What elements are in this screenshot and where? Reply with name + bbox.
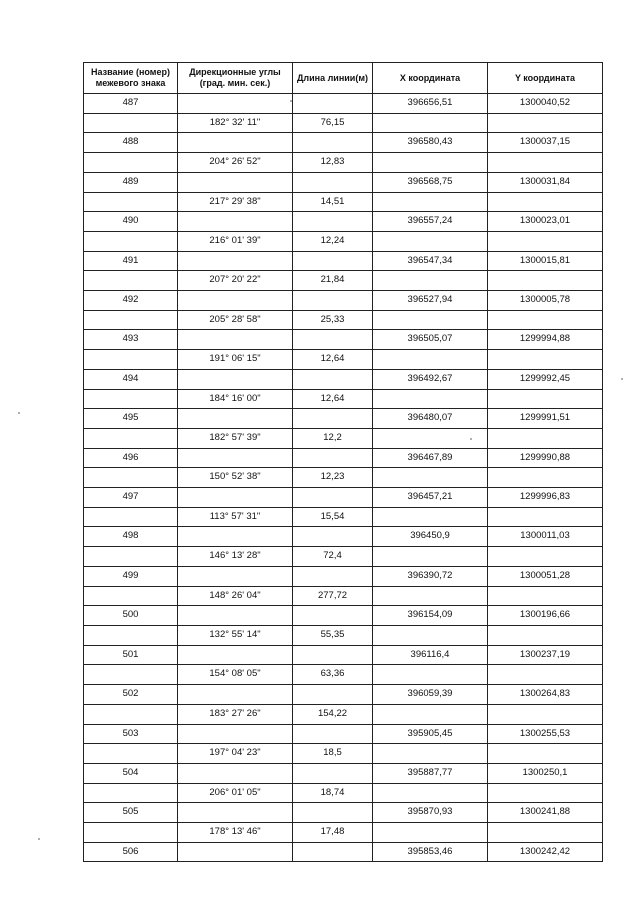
cell-bearing-angle: 182° 57' 39" [178,428,293,448]
cell-x-coordinate [373,586,488,606]
cell-x-coordinate: 396467,89 [373,448,488,468]
table-row [84,586,603,606]
table-row [84,389,603,409]
cell-x-coordinate [373,704,488,724]
cell-y-coordinate: 1300011,03 [488,527,603,547]
cell-bearing-angle [178,724,293,744]
table-row [84,153,603,173]
cell-marker-name [84,625,178,645]
cell-marker-name: 502 [84,685,178,705]
cell-x-coordinate [373,823,488,843]
cell-marker-name [84,665,178,685]
cell-line-length: 18,5 [293,744,373,764]
cell-marker-name [84,547,178,567]
header-bearing-angle: Дирекционные углы (град. мин. сек.) [178,63,293,94]
cell-line-length [293,724,373,744]
cell-bearing-angle: 183° 27' 26" [178,704,293,724]
cell-line-length [293,369,373,389]
cell-marker-name [84,350,178,370]
cell-line-length [293,212,373,232]
cell-bearing-angle: 217° 29' 38" [178,192,293,212]
cell-bearing-angle [178,488,293,508]
cell-y-coordinate [488,428,603,448]
table-row [84,803,603,823]
table-row [84,724,603,744]
cell-marker-name: 498 [84,527,178,547]
cell-y-coordinate [488,823,603,843]
cell-y-coordinate: 1300241,88 [488,803,603,823]
cell-y-coordinate [488,625,603,645]
table-row [84,842,603,862]
cell-line-length: 76,15 [293,113,373,133]
table-row [84,448,603,468]
cell-y-coordinate: 1299996,83 [488,488,603,508]
table-row [84,330,603,350]
cell-bearing-angle [178,803,293,823]
cell-x-coordinate [373,665,488,685]
cell-line-length: 14,51 [293,192,373,212]
cell-marker-name: 489 [84,172,178,192]
header-marker-name: Название (номер) межевого знака [84,63,178,94]
cell-marker-name [84,231,178,251]
cell-bearing-angle [178,842,293,862]
cell-bearing-angle: 207° 20' 22" [178,271,293,291]
cell-bearing-angle: 146° 13' 28" [178,547,293,567]
cell-line-length [293,94,373,114]
cell-marker-name [84,192,178,212]
cell-marker-name [84,744,178,764]
cell-y-coordinate [488,231,603,251]
cell-y-coordinate: 1300242,42 [488,842,603,862]
table-row [84,625,603,645]
cell-line-length: 12,64 [293,389,373,409]
cell-y-coordinate: 1300250,1 [488,763,603,783]
cell-bearing-angle [178,409,293,429]
table-row [84,350,603,370]
table-row [84,212,603,232]
cell-bearing-angle: 216° 01' 39" [178,231,293,251]
cell-bearing-angle: 204° 26' 52" [178,153,293,173]
cell-y-coordinate [488,744,603,764]
scan-speck [18,412,20,414]
cell-bearing-angle [178,763,293,783]
table-row [84,783,603,803]
cell-y-coordinate [488,310,603,330]
cell-y-coordinate: 1300015,81 [488,251,603,271]
table-row [84,251,603,271]
cell-bearing-angle [178,448,293,468]
cell-y-coordinate [488,192,603,212]
cell-y-coordinate [488,113,603,133]
cell-line-length [293,645,373,665]
cell-marker-name [84,428,178,448]
cell-line-length: 277,72 [293,586,373,606]
table-row [84,507,603,527]
cell-line-length: 12,24 [293,231,373,251]
cell-line-length: 17,48 [293,823,373,843]
table-row [84,566,603,586]
cell-line-length: 12,83 [293,153,373,173]
cell-bearing-angle: 197° 04' 23" [178,744,293,764]
cell-y-coordinate [488,665,603,685]
cell-line-length: 63,36 [293,665,373,685]
cell-x-coordinate: 396568,75 [373,172,488,192]
cell-bearing-angle [178,172,293,192]
cell-marker-name [84,153,178,173]
cell-line-length: 21,84 [293,271,373,291]
cell-x-coordinate [373,113,488,133]
table-body [84,94,603,862]
cell-line-length [293,409,373,429]
cell-bearing-angle: 182° 32' 11" [178,113,293,133]
cell-marker-name: 492 [84,291,178,311]
cell-x-coordinate: 396059,39 [373,685,488,705]
table-row [84,685,603,705]
header-y-coordinate: Y координата [488,63,603,94]
cell-y-coordinate [488,704,603,724]
cell-y-coordinate: 1299994,88 [488,330,603,350]
cell-line-length: 55,35 [293,625,373,645]
table-row [84,527,603,547]
cell-y-coordinate: 1300264,83 [488,685,603,705]
cell-marker-name [84,823,178,843]
cell-bearing-angle: 154° 08' 05" [178,665,293,685]
cell-marker-name: 488 [84,133,178,153]
cell-marker-name [84,704,178,724]
cell-y-coordinate [488,586,603,606]
cell-y-coordinate: 1300040,52 [488,94,603,114]
cell-line-length [293,803,373,823]
cell-x-coordinate: 395853,46 [373,842,488,862]
cell-x-coordinate [373,783,488,803]
cell-marker-name: 503 [84,724,178,744]
header-x-coordinate: X координата [373,63,488,94]
cell-bearing-angle [178,369,293,389]
cell-line-length [293,330,373,350]
cell-x-coordinate: 396480,07 [373,409,488,429]
cell-y-coordinate [488,350,603,370]
cell-x-coordinate [373,625,488,645]
cell-y-coordinate: 1300237,19 [488,645,603,665]
cell-marker-name: 505 [84,803,178,823]
cell-bearing-angle: 206° 01' 05" [178,783,293,803]
cell-marker-name [84,783,178,803]
cell-marker-name [84,310,178,330]
cell-line-length [293,763,373,783]
cell-bearing-angle: 148° 26' 04" [178,586,293,606]
cell-x-coordinate: 396492,67 [373,369,488,389]
cell-marker-name: 506 [84,842,178,862]
cell-y-coordinate [488,389,603,409]
cell-marker-name: 494 [84,369,178,389]
cell-y-coordinate: 1299992,45 [488,369,603,389]
cell-line-length [293,291,373,311]
cell-bearing-angle [178,685,293,705]
table-row [84,665,603,685]
cell-marker-name [84,507,178,527]
cell-x-coordinate [373,547,488,567]
scan-speck [290,100,292,102]
cell-line-length [293,172,373,192]
cell-x-coordinate [373,389,488,409]
cell-x-coordinate: 396580,43 [373,133,488,153]
cell-marker-name [84,113,178,133]
cell-x-coordinate: 396457,21 [373,488,488,508]
cell-x-coordinate: 395887,77 [373,763,488,783]
cell-x-coordinate: 396450,9 [373,527,488,547]
cell-x-coordinate [373,153,488,173]
cell-x-coordinate: 396154,09 [373,606,488,626]
table-row [84,192,603,212]
table-row [84,763,603,783]
cell-bearing-angle: 113° 57' 31" [178,507,293,527]
cell-marker-name: 504 [84,763,178,783]
cell-bearing-angle [178,133,293,153]
cell-line-length [293,488,373,508]
cell-bearing-angle [178,94,293,114]
cell-y-coordinate [488,153,603,173]
cell-y-coordinate: 1300255,53 [488,724,603,744]
cell-bearing-angle [178,566,293,586]
cell-x-coordinate: 395905,45 [373,724,488,744]
cell-line-length: 25,33 [293,310,373,330]
cell-y-coordinate [488,271,603,291]
cell-marker-name [84,468,178,488]
cell-x-coordinate [373,271,488,291]
cell-x-coordinate: 396116,4 [373,645,488,665]
table-row [84,271,603,291]
cell-line-length: 15,54 [293,507,373,527]
cell-x-coordinate: 396656,51 [373,94,488,114]
cell-bearing-angle [178,291,293,311]
table-row [84,172,603,192]
cell-x-coordinate: 396527,94 [373,291,488,311]
table-row [84,310,603,330]
table-row [84,468,603,488]
table-row [84,231,603,251]
table-row [84,744,603,764]
table-row [84,645,603,665]
cell-bearing-angle: 205° 28' 58" [178,310,293,330]
cell-y-coordinate: 1300196,66 [488,606,603,626]
cell-x-coordinate [373,507,488,527]
cell-line-length [293,133,373,153]
cell-marker-name [84,271,178,291]
cell-marker-name: 490 [84,212,178,232]
cell-line-length [293,251,373,271]
cell-line-length: 12,64 [293,350,373,370]
table-row [84,704,603,724]
table-row [84,428,603,448]
cell-line-length: 18,74 [293,783,373,803]
cell-bearing-angle: 191° 06' 15" [178,350,293,370]
cell-y-coordinate: 1299990,88 [488,448,603,468]
cell-marker-name: 493 [84,330,178,350]
cell-x-coordinate [373,350,488,370]
table-row [84,113,603,133]
cell-marker-name: 491 [84,251,178,271]
cell-y-coordinate [488,468,603,488]
table-row [84,369,603,389]
cell-y-coordinate: 1300051,28 [488,566,603,586]
scan-speck [621,378,623,380]
cell-marker-name: 500 [84,606,178,626]
cell-bearing-angle [178,606,293,626]
cell-marker-name: 497 [84,488,178,508]
cell-x-coordinate: 396390,72 [373,566,488,586]
cell-y-coordinate: 1299991,51 [488,409,603,429]
cell-y-coordinate: 1300037,15 [488,133,603,153]
cell-y-coordinate: 1300031,84 [488,172,603,192]
table-row [84,291,603,311]
scan-speck [38,838,40,840]
table-row [84,606,603,626]
cell-line-length: 154,22 [293,704,373,724]
cell-line-length: 12,2 [293,428,373,448]
cell-bearing-angle: 178° 13' 46" [178,823,293,843]
cell-y-coordinate [488,783,603,803]
cell-x-coordinate: 396547,34 [373,251,488,271]
cell-x-coordinate: 396505,07 [373,330,488,350]
cell-y-coordinate: 1300023,01 [488,212,603,232]
cell-line-length [293,685,373,705]
cell-marker-name [84,389,178,409]
table-row [84,547,603,567]
cell-bearing-angle: 132° 55' 14" [178,625,293,645]
cell-line-length [293,448,373,468]
cell-x-coordinate [373,468,488,488]
cell-bearing-angle [178,212,293,232]
cell-bearing-angle [178,251,293,271]
cell-marker-name: 496 [84,448,178,468]
header-line-length: Длина линии(м) [293,63,373,94]
cell-bearing-angle [178,645,293,665]
cell-line-length [293,527,373,547]
cell-y-coordinate: 1300005,78 [488,291,603,311]
cell-bearing-angle: 184° 16' 00" [178,389,293,409]
table-row [84,133,603,153]
cell-x-coordinate [373,231,488,251]
boundary-coordinates-table [83,62,603,862]
cell-x-coordinate: 396557,24 [373,212,488,232]
cell-bearing-angle: 150° 52' 38" [178,468,293,488]
cell-marker-name: 487 [84,94,178,114]
cell-y-coordinate [488,547,603,567]
table-row [84,409,603,429]
cell-x-coordinate [373,192,488,212]
table-row [84,488,603,508]
cell-line-length [293,606,373,626]
cell-bearing-angle [178,330,293,350]
table-header-row [84,63,603,94]
cell-line-length [293,566,373,586]
cell-bearing-angle [178,527,293,547]
cell-marker-name: 499 [84,566,178,586]
table-row [84,823,603,843]
table-row [84,94,603,114]
cell-line-length: 72,4 [293,547,373,567]
cell-x-coordinate: 395870,93 [373,803,488,823]
cell-line-length: 12,23 [293,468,373,488]
cell-marker-name: 501 [84,645,178,665]
cell-x-coordinate [373,310,488,330]
cell-marker-name [84,586,178,606]
cell-line-length [293,842,373,862]
scan-speck [470,438,472,440]
cell-marker-name: 495 [84,409,178,429]
cell-y-coordinate [488,507,603,527]
cell-x-coordinate [373,744,488,764]
